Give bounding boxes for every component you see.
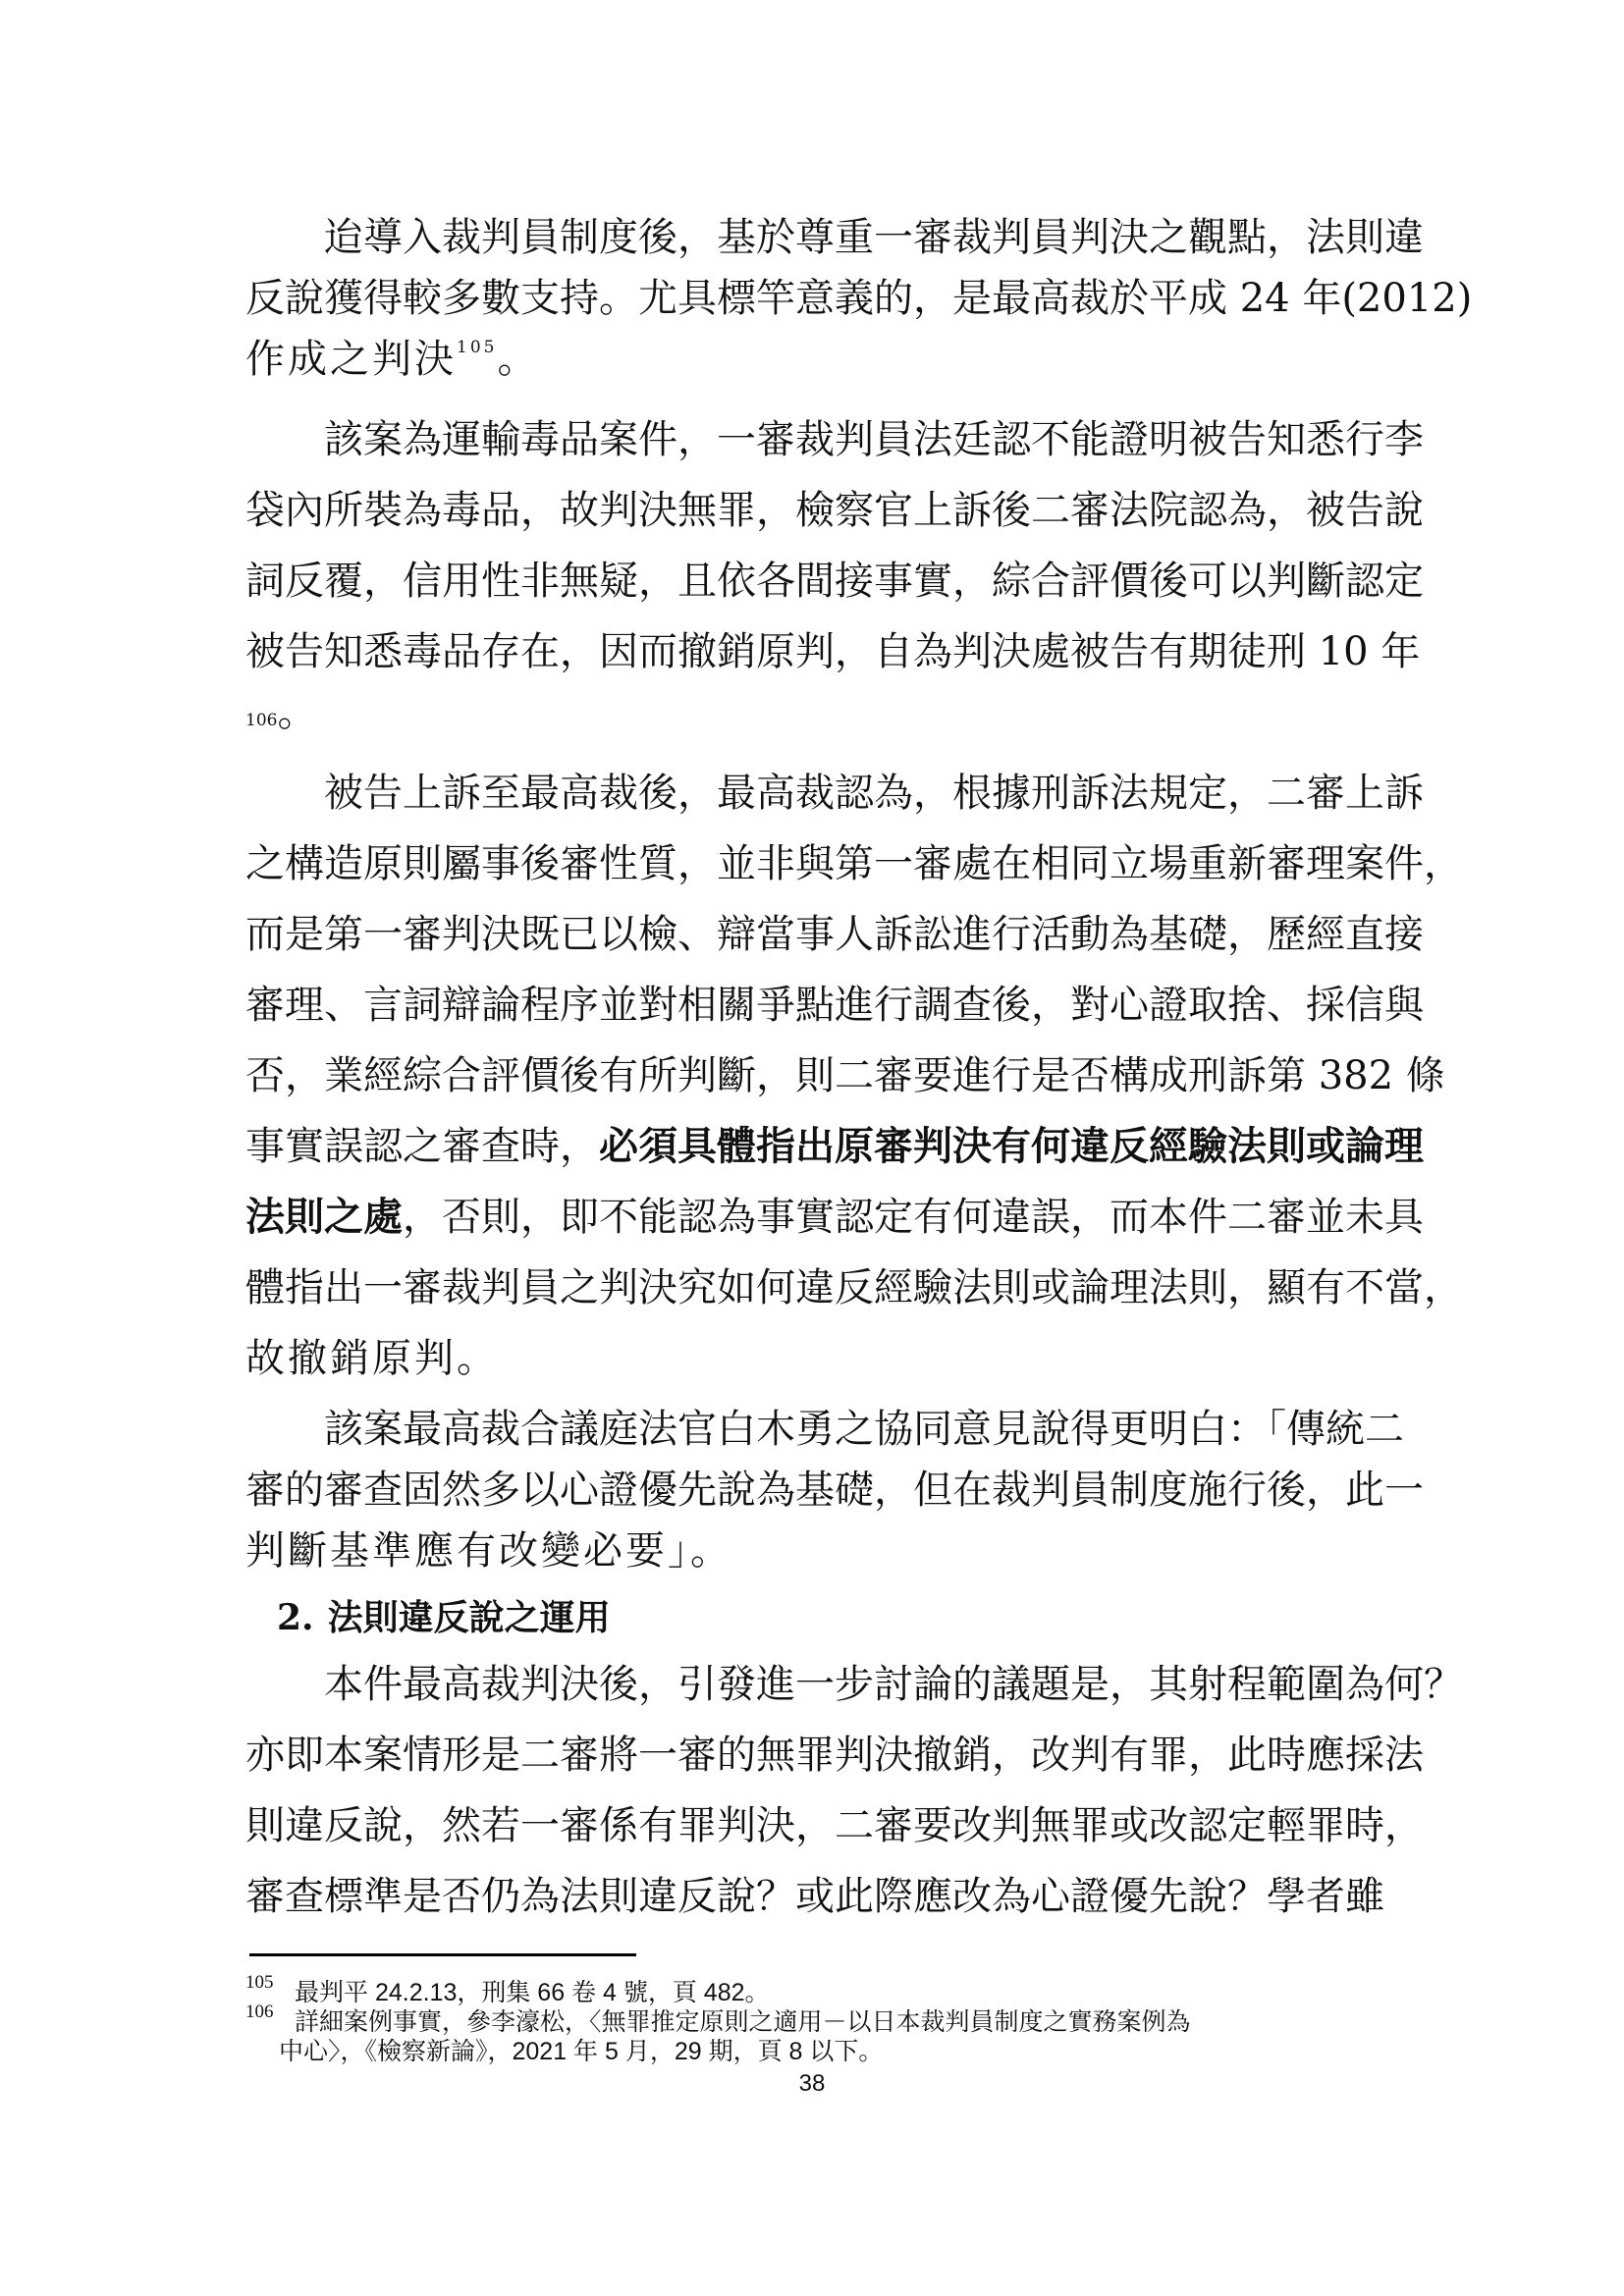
body-text-line: 否，業經綜合評價後有所判斷，則二審要進行是否構成刑訴第 382 條 <box>245 1053 1445 1098</box>
footnote-separator <box>249 1953 636 1956</box>
body-text: 作成之判決 <box>245 337 457 382</box>
footnote-ref-106[interactable]: 106 <box>245 711 278 730</box>
footnote-text: 最判平 24.2.13，刑集 66 卷 4 號，頁 482。 <box>295 1979 770 2006</box>
body-text-line: 亦即本案情形是二審將一審的無罪判決撤銷，改判有罪，此時應採法 <box>245 1733 1424 1778</box>
emphasis-text: 必須具體指出原審判決有何違反經驗法則或論理 <box>599 1123 1424 1169</box>
footnote-number: 106 <box>245 2002 274 2022</box>
body-text-line: 本件最高裁判決後，引發進一步討論的議題是，其射程範圍為何？ <box>324 1662 1463 1707</box>
footnote-ref-105[interactable]: 105 <box>457 338 498 357</box>
body-text-line: 體指出一審裁判員之判決究如何違反經驗法則或論理法則，顯有不當， <box>245 1265 1463 1310</box>
body-text: 。 <box>497 337 540 382</box>
section-title: 法則違反說之運用 <box>327 1597 611 1638</box>
body-text-line: 審的審查固然多以心證優先說為基礎，但在裁判員制度施行後，此一 <box>245 1468 1424 1513</box>
page-number: 38 <box>798 2070 826 2097</box>
body-text-line <box>245 683 316 750</box>
section-heading <box>277 1588 611 1647</box>
section-number: 2. <box>277 1597 314 1638</box>
body-text-line: 被告知悉毒品存在，因而撤銷原判，自為判決處被告有期徒刑 10 年 <box>245 629 1421 674</box>
body-text-line: 而是第一審判決既已以檢、辯當事人訴訟進行活動為基礎，歷經直接 <box>245 912 1424 957</box>
body-text-line: 該案為運輸毒品案件，一審裁判員法廷認不能證明被告知悉行李 <box>324 417 1424 462</box>
body-text-line <box>245 1117 1424 1176</box>
footnote-number: 105 <box>245 1972 274 1993</box>
body-text-line: 則違反說，然若一審係有罪判決，二審要改判無罪或改認定輕罪時， <box>245 1803 1424 1848</box>
body-text: ，否則，即不能認為事實認定有何違誤，而本件二審並未具 <box>403 1195 1424 1240</box>
body-text-line: 被告上訴至最高裁後，最高裁認為，根據刑訴法規定，二審上訴 <box>324 771 1424 816</box>
body-text-line: 袋內所裝為毒品，故判決無罪，檢察官上訴後二審法院認為，被告說 <box>245 488 1424 533</box>
body-text-line <box>245 1188 1424 1247</box>
body-text: 事實誤認之審查時， <box>245 1124 599 1169</box>
body-text-line: 故撤銷原判。 <box>245 1336 499 1381</box>
footnote-text: 詳細案例事實，參李濠松，〈無罪推定原則之適用－以日本裁判員制度之實務案例為 <box>295 2008 1191 2036</box>
body-text-line <box>245 330 539 389</box>
body-text-line: 之構造原則屬事後審性質，並非與第一審處在相同立場重新審理案件， <box>245 841 1463 886</box>
footnote-text: 中心〉，《檢察新論》，2021 年 5 月，29 期，頁 8 以下。 <box>279 2038 884 2065</box>
body-text: 。 <box>277 690 317 735</box>
body-text-line: 詞反覆，信用性非無疑，且依各間接事實，綜合評價後可以判斷認定 <box>245 559 1424 604</box>
body-text-line: 審理、言詞辯論程序並對相關爭點進行調查後，對心證取捨、採信與 <box>245 983 1424 1028</box>
emphasis-text: 法則之處 <box>245 1194 403 1240</box>
body-text-line: 該案最高裁合議庭法官白木勇之協同意見說得更明白：「傳統二 <box>324 1407 1404 1452</box>
body-text-line: 判斷基準應有改變必要」。 <box>245 1528 732 1574</box>
body-text-line: 審查標準是否仍為法則違反說？或此際應改為心證優先說？學者雖 <box>245 1874 1384 1919</box>
body-text-line: 迨導入裁判員制度後，基於尊重一審裁判員判決之觀點，法則違 <box>324 215 1424 260</box>
body-text-line: 反說獲得較多數支持。尤具標竿意義的，是最高裁於平成 24 年(2012) <box>245 276 1473 321</box>
